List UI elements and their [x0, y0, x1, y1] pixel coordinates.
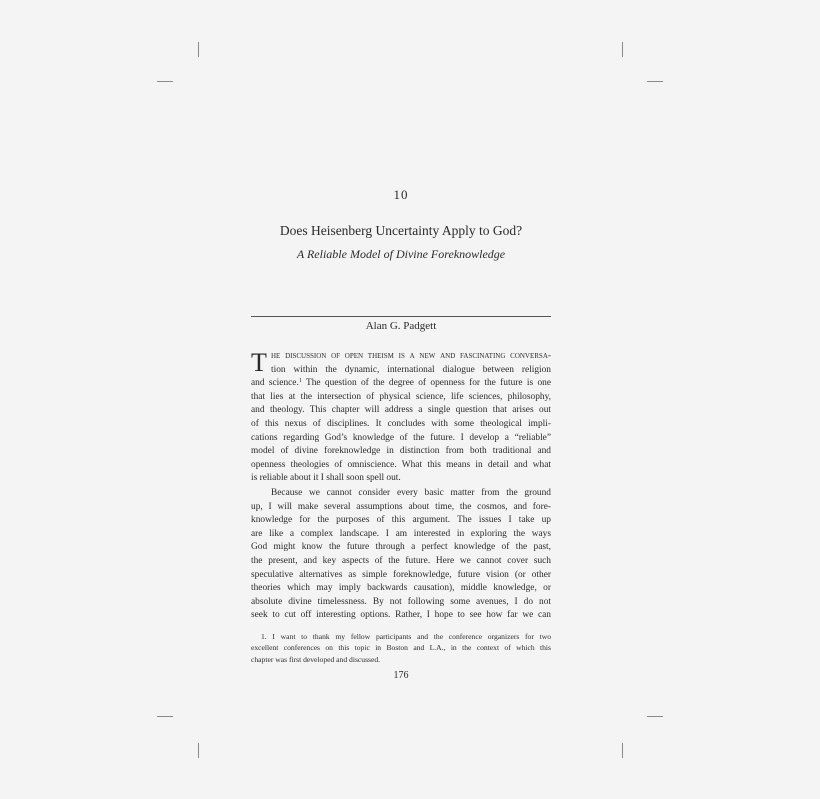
- footnote-line: excellent conferences on this topic in Boston and L.A., in the context of which this: [251, 643, 551, 653]
- footnote-line: chapter was first developed and discussed.: [251, 654, 381, 664]
- text-line: up, I will make several assumptions about time, the cosmos, and fore-: [251, 501, 551, 512]
- paragraph-1: [251, 350, 551, 486]
- text-line: seek to cut off interesting options. Rather, I hope to see how far we can: [251, 610, 551, 621]
- title-rule: [251, 316, 551, 317]
- text-line: of this nexus of disciplines. It concludes with some theological impli-: [251, 418, 551, 429]
- footnote: [251, 631, 551, 665]
- page-number: 176: [393, 670, 409, 681]
- paragraph-2: [251, 487, 551, 623]
- author-name: Alan G. Padgett: [365, 320, 437, 332]
- text-line: God might know the future through a perfect knowledge of the past,: [251, 542, 551, 553]
- text-line: that lies at the intersection of physical science, life sciences, philosophy,: [251, 391, 551, 402]
- crop-mark-bottom-left-vertical: [198, 743, 199, 758]
- crop-mark-top-right-horizontal: [647, 81, 663, 82]
- text-line: [251, 377, 551, 391]
- crop-mark-bottom-left-horizontal: [157, 716, 173, 717]
- text-line: theories which may imply backwards causation), middle knowledge, or: [251, 583, 551, 594]
- chapter-title: Does Heisenberg Uncertainty Apply to God?: [279, 223, 523, 238]
- text-line: tion within the dynamic, international dialogue between religion: [271, 364, 551, 375]
- crop-mark-bottom-right-horizontal: [647, 716, 663, 717]
- text-line: openness theologies of omniscience. What this means in detail and what: [251, 459, 551, 470]
- footnote-line: 1. I want to thank my fellow participants and the conference organizers for two: [261, 632, 551, 641]
- footnote-mark: 1: [298, 378, 302, 385]
- text-line: are like a complex landscape. I am interested in exploring the ways: [251, 528, 551, 539]
- chapter-number: 10: [393, 187, 409, 202]
- text-line-content: he discussion of open theism is a new and fascinating conversa-: [271, 351, 551, 361]
- text-line-content: and science.: [251, 378, 299, 389]
- text-line: cations regarding God’s knowledge of the future. I develop a “reliable”: [251, 432, 551, 443]
- crop-mark-top-left-vertical: [198, 42, 199, 57]
- text-line: speculative alternatives as simple foreknowledge, future vision (or other: [251, 569, 551, 580]
- text-line-content: The question of the degree of openness for the future is one: [301, 378, 552, 389]
- text-line: [251, 350, 551, 364]
- text-line: is reliable about it I shall soon spell out.: [251, 473, 401, 484]
- text-line: Because we cannot consider every basic matter from the ground: [271, 488, 551, 498]
- crop-mark-top-left-horizontal: [157, 81, 173, 82]
- crop-mark-top-right-vertical: [622, 42, 623, 57]
- crop-mark-bottom-right-vertical: [622, 743, 623, 758]
- text-line: absolute divine timelessness. By not following some avenues, I do not: [251, 596, 551, 607]
- text-line: knowledge for the purposes of this argument. The issues I take up: [251, 515, 551, 526]
- drop-cap: T: [251, 348, 267, 377]
- text-line: model of divine foreknowledge in distinction from both traditional and: [251, 446, 551, 457]
- text-line: the present, and key aspects of the future. Here we cannot cover such: [251, 555, 551, 566]
- chapter-subtitle: A Reliable Model of Divine Foreknowledge: [296, 247, 506, 261]
- text-line: and theology. This chapter will address a single question that arises out: [251, 405, 551, 416]
